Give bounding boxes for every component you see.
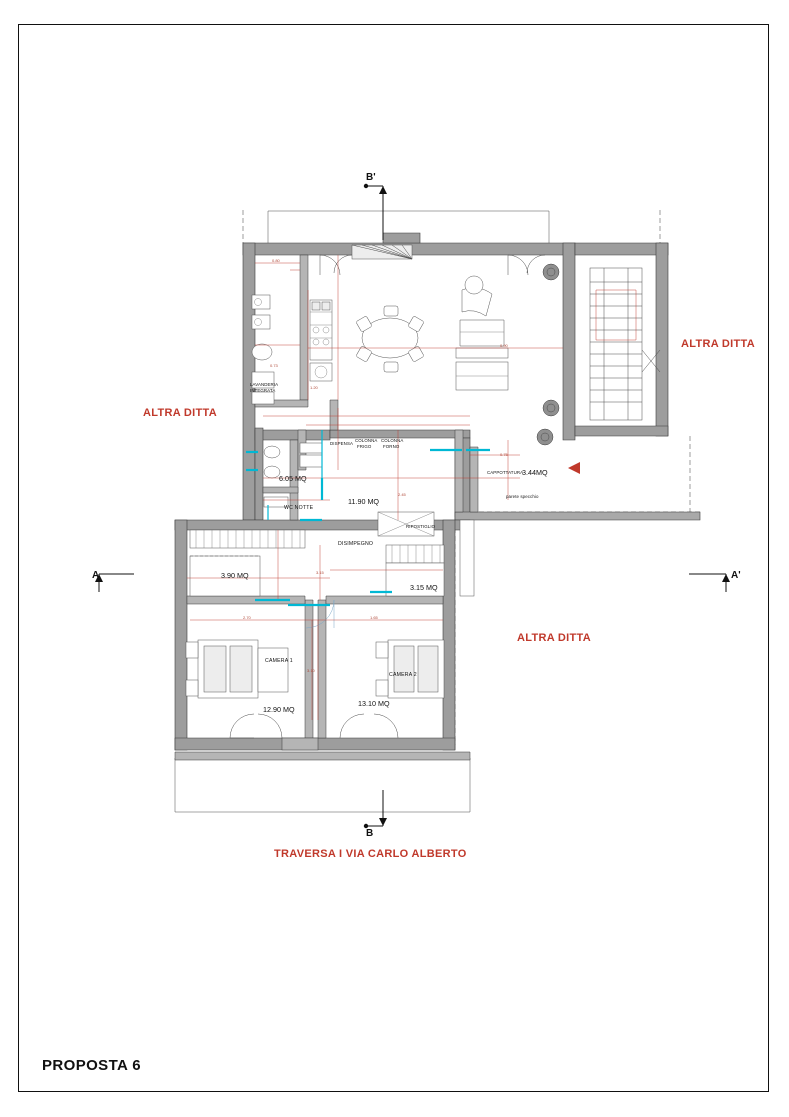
dimension-d9: 3.10 [307, 668, 315, 673]
dimension-d4: 2.45 [398, 492, 406, 497]
annotation-lavanderia-line1: LAVANDERIA [250, 382, 279, 387]
label-altra-ditta-bottom: ALTRA DITTA [517, 632, 591, 644]
room-area-1190: 11.90 MQ [348, 497, 380, 506]
dimension-d5: 0.90 [500, 343, 508, 348]
dimension-d8: 1.65 [370, 615, 378, 620]
dimension-d3: 1.20 [310, 385, 318, 390]
annotation-colonna-frigo-line1: COLONNA [355, 438, 378, 443]
sheet-title: PROPOSTA 6 [42, 1057, 142, 1074]
annotation-parete-specchio: parete specchio [506, 494, 539, 499]
label-street: TRAVERSA I VIA CARLO ALBERTO [274, 848, 467, 860]
section-marker-b-top: B' [366, 172, 376, 183]
annotation-camera-2: CAMERA 2 [389, 672, 417, 678]
room-area-1290: 12.90 MQ [263, 705, 295, 714]
dimension-d6: 3.15 [316, 570, 324, 575]
annotation-disimpegno: DISIMPEGNO [338, 541, 374, 547]
annotation-colonna-forno-line1: COLONNA [381, 438, 404, 443]
label-altra-ditta-left: ALTRA DITTA [143, 407, 217, 419]
dimension-d2: 0.73 [270, 363, 278, 368]
section-marker-b-bottom: B [366, 828, 374, 839]
annotation-lavanderia-line2: INTEGRATA [250, 388, 276, 393]
room-area-315: 3.15 MQ [410, 583, 438, 592]
label-altra-ditta-right: ALTRA DITTA [681, 338, 755, 350]
room-area-1310: 13.10 MQ [358, 699, 390, 708]
annotation-colonna-frigo-line2: FRIGO [357, 444, 372, 449]
annotation-dispensa: DISPENSA [330, 441, 354, 446]
annotation-colonna-forno-line2: FORNO [383, 444, 400, 449]
section-marker-a-left: A [92, 570, 100, 581]
annotation-camera-1: CAMERA 1 [265, 658, 293, 664]
annotation-cappottatura: CAPPOTTATURA [487, 470, 524, 475]
section-marker-a-right: A' [731, 570, 741, 581]
room-area-605: 6.05 MQ [279, 474, 307, 483]
dimension-d10: 0.75 [500, 452, 508, 457]
annotation-wc-notte: WC NOTTE [284, 505, 314, 511]
annotation-ripostiglio: RIPOSTIGLIO [406, 524, 436, 529]
room-area-344: 3.44MQ [522, 468, 548, 477]
room-area-390: 3.90 MQ [221, 571, 249, 580]
dimension-d7: 2.70 [243, 615, 251, 620]
dimension-d1: 0.80 [272, 258, 280, 263]
